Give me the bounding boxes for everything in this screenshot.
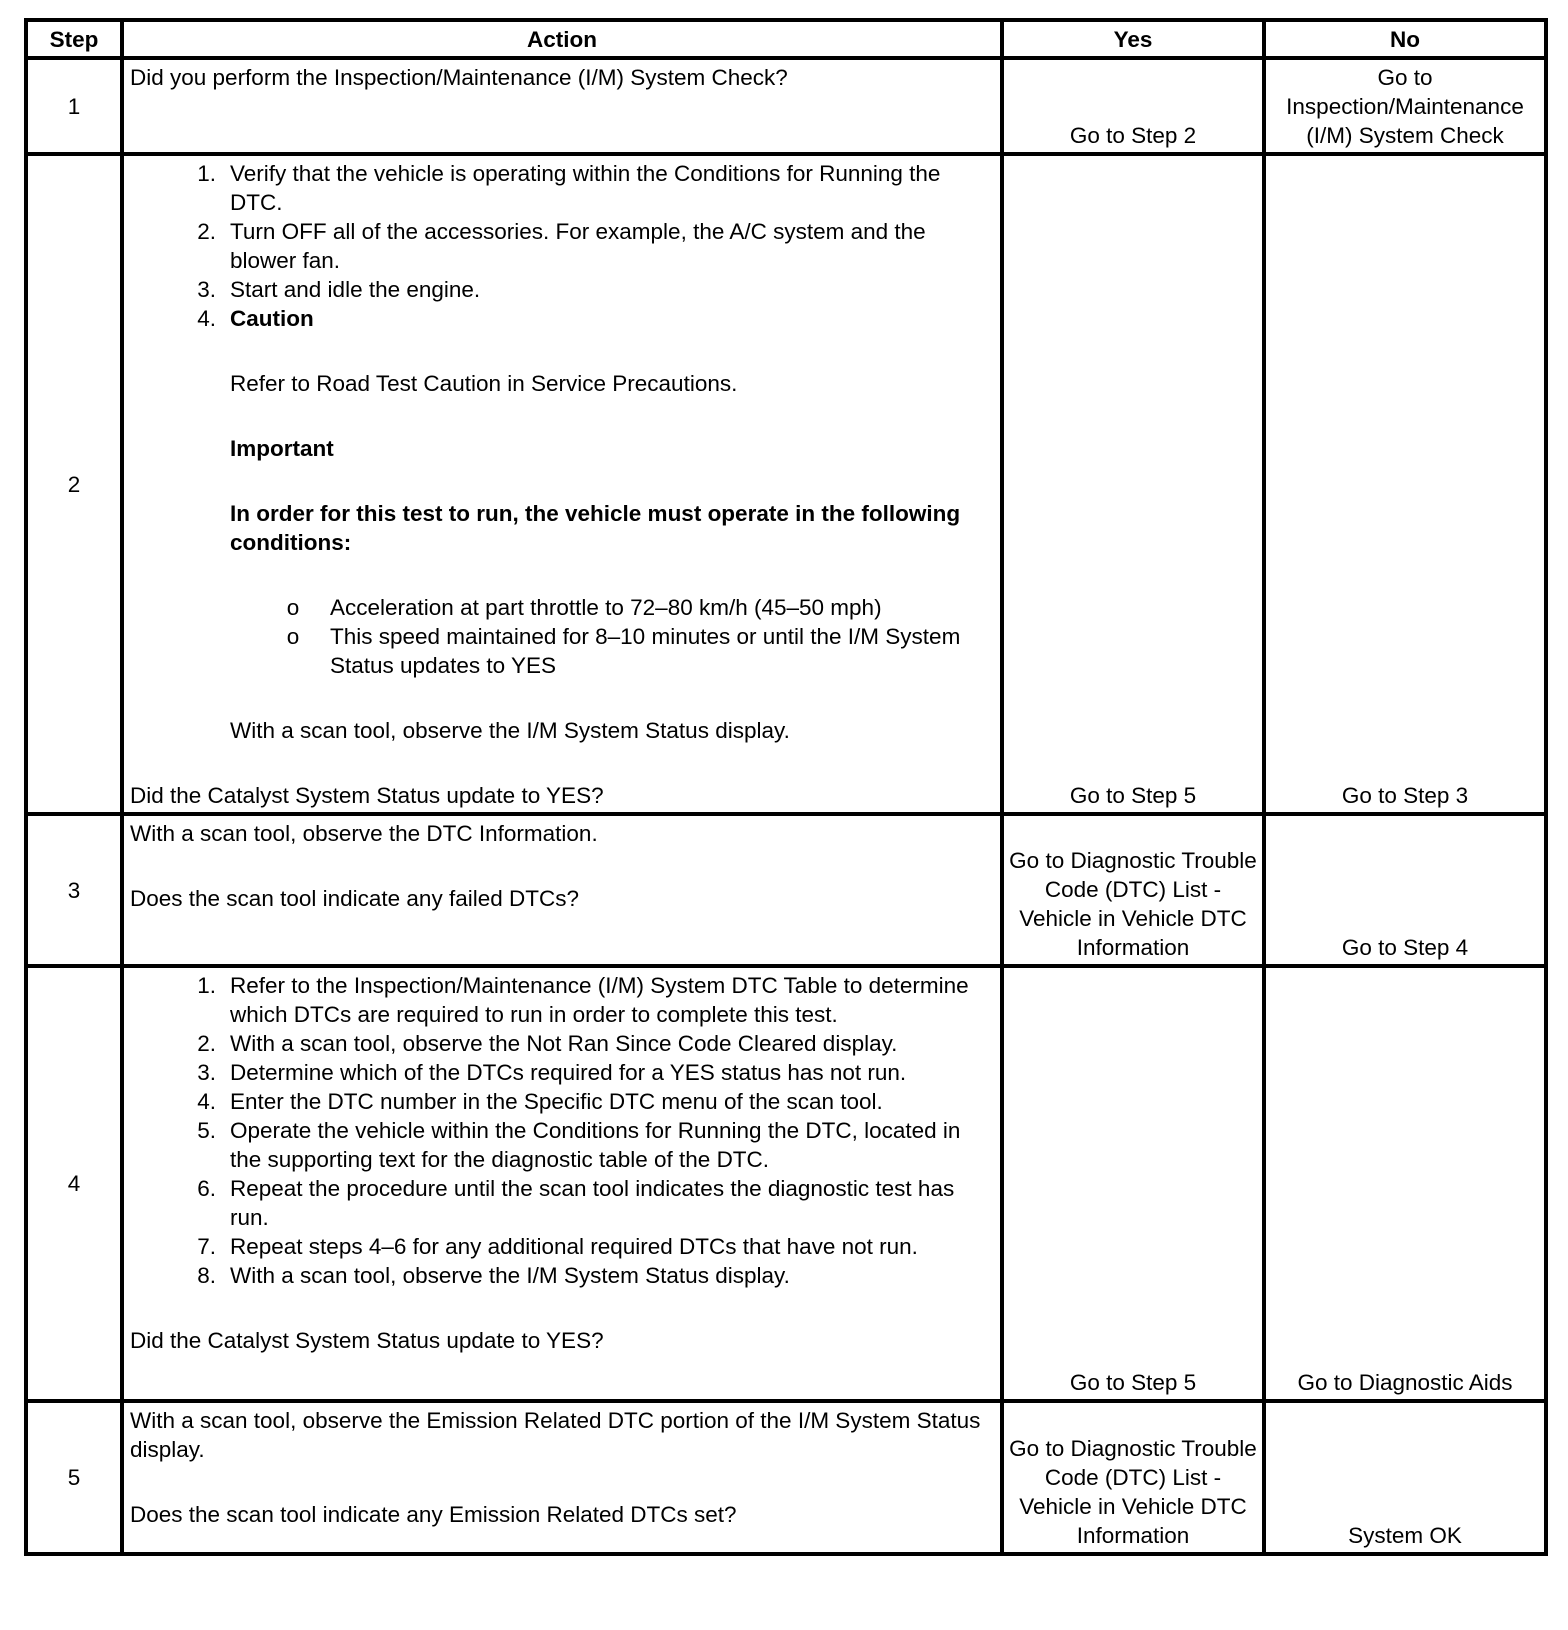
- list-item: [130, 304, 994, 333]
- item-text: Repeat steps 4–6 for any additional required DTCs that have not run.: [230, 1234, 918, 1259]
- bullet-circle-icon: o: [286, 595, 300, 620]
- instruction-text: With a scan tool, observe the Emission Related DTC portion of the I/M System Status display.: [130, 1408, 981, 1462]
- list-item: [130, 1029, 994, 1058]
- no-cell: Go to Inspection/Maintenance (I/M) System Check: [1264, 58, 1546, 154]
- header-yes: Yes: [1002, 20, 1264, 58]
- action-cell: [122, 58, 1002, 154]
- question-text: Does the scan tool indicate any failed DTCs?: [130, 886, 579, 911]
- yes-cell: Go to Diagnostic Trouble Code (DTC) List - Vehicle in Vehicle DTC Information: [1002, 1401, 1264, 1554]
- action-cell: [122, 1401, 1002, 1554]
- conditions-list: [130, 593, 994, 680]
- item-text: Determine which of the DTCs required for a YES status has not run.: [230, 1060, 907, 1085]
- diagnostic-table-container: [24, 18, 1544, 1556]
- yes-cell: Go to Diagnostic Trouble Code (DTC) List - Vehicle in Vehicle DTC Information: [1002, 814, 1264, 966]
- list-item: [130, 622, 994, 680]
- item-text: With a scan tool, observe the Not Ran Since Code Cleared display.: [230, 1031, 898, 1056]
- item-number: 2.: [197, 219, 216, 244]
- item-text: Start and idle the engine.: [230, 277, 481, 302]
- list-item: [130, 275, 994, 304]
- no-cell: Go to Step 4: [1264, 814, 1546, 966]
- header-step: Step: [26, 20, 122, 58]
- table-row: [26, 966, 1546, 1401]
- list-item: [130, 159, 994, 217]
- header-action: Action: [122, 20, 1002, 58]
- item-number: 3.: [197, 1060, 216, 1085]
- list-item: [130, 1232, 994, 1261]
- list-item: [130, 1261, 994, 1290]
- item-text: Enter the DTC number in the Specific DTC menu of the scan tool.: [230, 1089, 883, 1114]
- step-number: 5: [26, 1401, 122, 1554]
- list-item: [130, 593, 994, 622]
- bullet-circle-icon: o: [286, 624, 300, 649]
- action-cell: [122, 154, 1002, 814]
- item-number: 4.: [197, 1089, 216, 1114]
- item-number: 4.: [197, 306, 216, 331]
- item-number: 6.: [197, 1176, 216, 1201]
- step-number: 2: [26, 154, 122, 814]
- procedure-list: [130, 971, 994, 1290]
- step-number: 1: [26, 58, 122, 154]
- item-text: Repeat the procedure until the scan tool indicates the diagnostic test has run.: [230, 1176, 955, 1230]
- caution-label: Caution: [230, 306, 314, 331]
- procedure-list: [130, 159, 994, 333]
- no-cell: Go to Diagnostic Aids: [1264, 966, 1546, 1401]
- question-text: Did the Catalyst System Status update to YES?: [130, 1328, 604, 1353]
- list-item: [130, 217, 994, 275]
- header-no: No: [1264, 20, 1546, 58]
- item-number: 1.: [197, 161, 216, 186]
- item-text: Operate the vehicle within the Conditions for Running the DTC, located in the supporting text for the diagnostic table of the DTC.: [230, 1118, 961, 1172]
- action-cell: [122, 966, 1002, 1401]
- item-number: 3.: [197, 277, 216, 302]
- list-item: [130, 1058, 994, 1087]
- table-row: [26, 814, 1546, 966]
- item-number: 8.: [197, 1263, 216, 1288]
- action-cell: [122, 814, 1002, 966]
- table-row: [26, 1401, 1546, 1554]
- step-number: 3: [26, 814, 122, 966]
- header-row: [26, 20, 1546, 58]
- no-cell: Go to Step 3: [1264, 154, 1546, 814]
- important-text: In order for this test to run, the vehicle must operate in the following conditions:: [230, 501, 961, 555]
- question-text: Did you perform the Inspection/Maintenance (I/M) System Check?: [130, 65, 788, 90]
- caution-text: Refer to Road Test Caution in Service Precautions.: [230, 371, 738, 396]
- item-text: With a scan tool, observe the I/M System Status display.: [230, 1263, 790, 1288]
- instruction-text: With a scan tool, observe the DTC Information.: [130, 821, 598, 846]
- list-item: [130, 1174, 994, 1232]
- question-text: Does the scan tool indicate any Emission Related DTCs set?: [130, 1502, 737, 1527]
- step-number: 4: [26, 966, 122, 1401]
- important-label: Important: [230, 436, 334, 461]
- list-item: [130, 1087, 994, 1116]
- item-number: 5.: [197, 1118, 216, 1143]
- item-number: 7.: [197, 1234, 216, 1259]
- list-item: [130, 971, 994, 1029]
- diagnostic-table: [24, 18, 1548, 1556]
- table-row: [26, 58, 1546, 154]
- item-text: Verify that the vehicle is operating within the Conditions for Running the DTC.: [230, 161, 941, 215]
- item-text: Refer to the Inspection/Maintenance (I/M) System DTC Table to determine which DTCs are required to run in order to complete this test.: [230, 973, 969, 1027]
- condition-text: This speed maintained for 8–10 minutes or until the I/M System Status updates to YES: [330, 624, 961, 678]
- item-number: 2.: [197, 1031, 216, 1056]
- yes-cell: Go to Step 5: [1002, 966, 1264, 1401]
- yes-cell: Go to Step 2: [1002, 58, 1264, 154]
- item-text: Turn OFF all of the accessories. For example, the A/C system and the blower fan.: [230, 219, 926, 273]
- observe-text: With a scan tool, observe the I/M System Status display.: [230, 718, 790, 743]
- no-cell: System OK: [1264, 1401, 1546, 1554]
- question-text: Did the Catalyst System Status update to YES?: [130, 783, 604, 808]
- table-row: [26, 154, 1546, 814]
- condition-text: Acceleration at part throttle to 72–80 km/h (45–50 mph): [330, 595, 882, 620]
- yes-cell: Go to Step 5: [1002, 154, 1264, 814]
- item-number: 1.: [197, 973, 216, 998]
- list-item: [130, 1116, 994, 1174]
